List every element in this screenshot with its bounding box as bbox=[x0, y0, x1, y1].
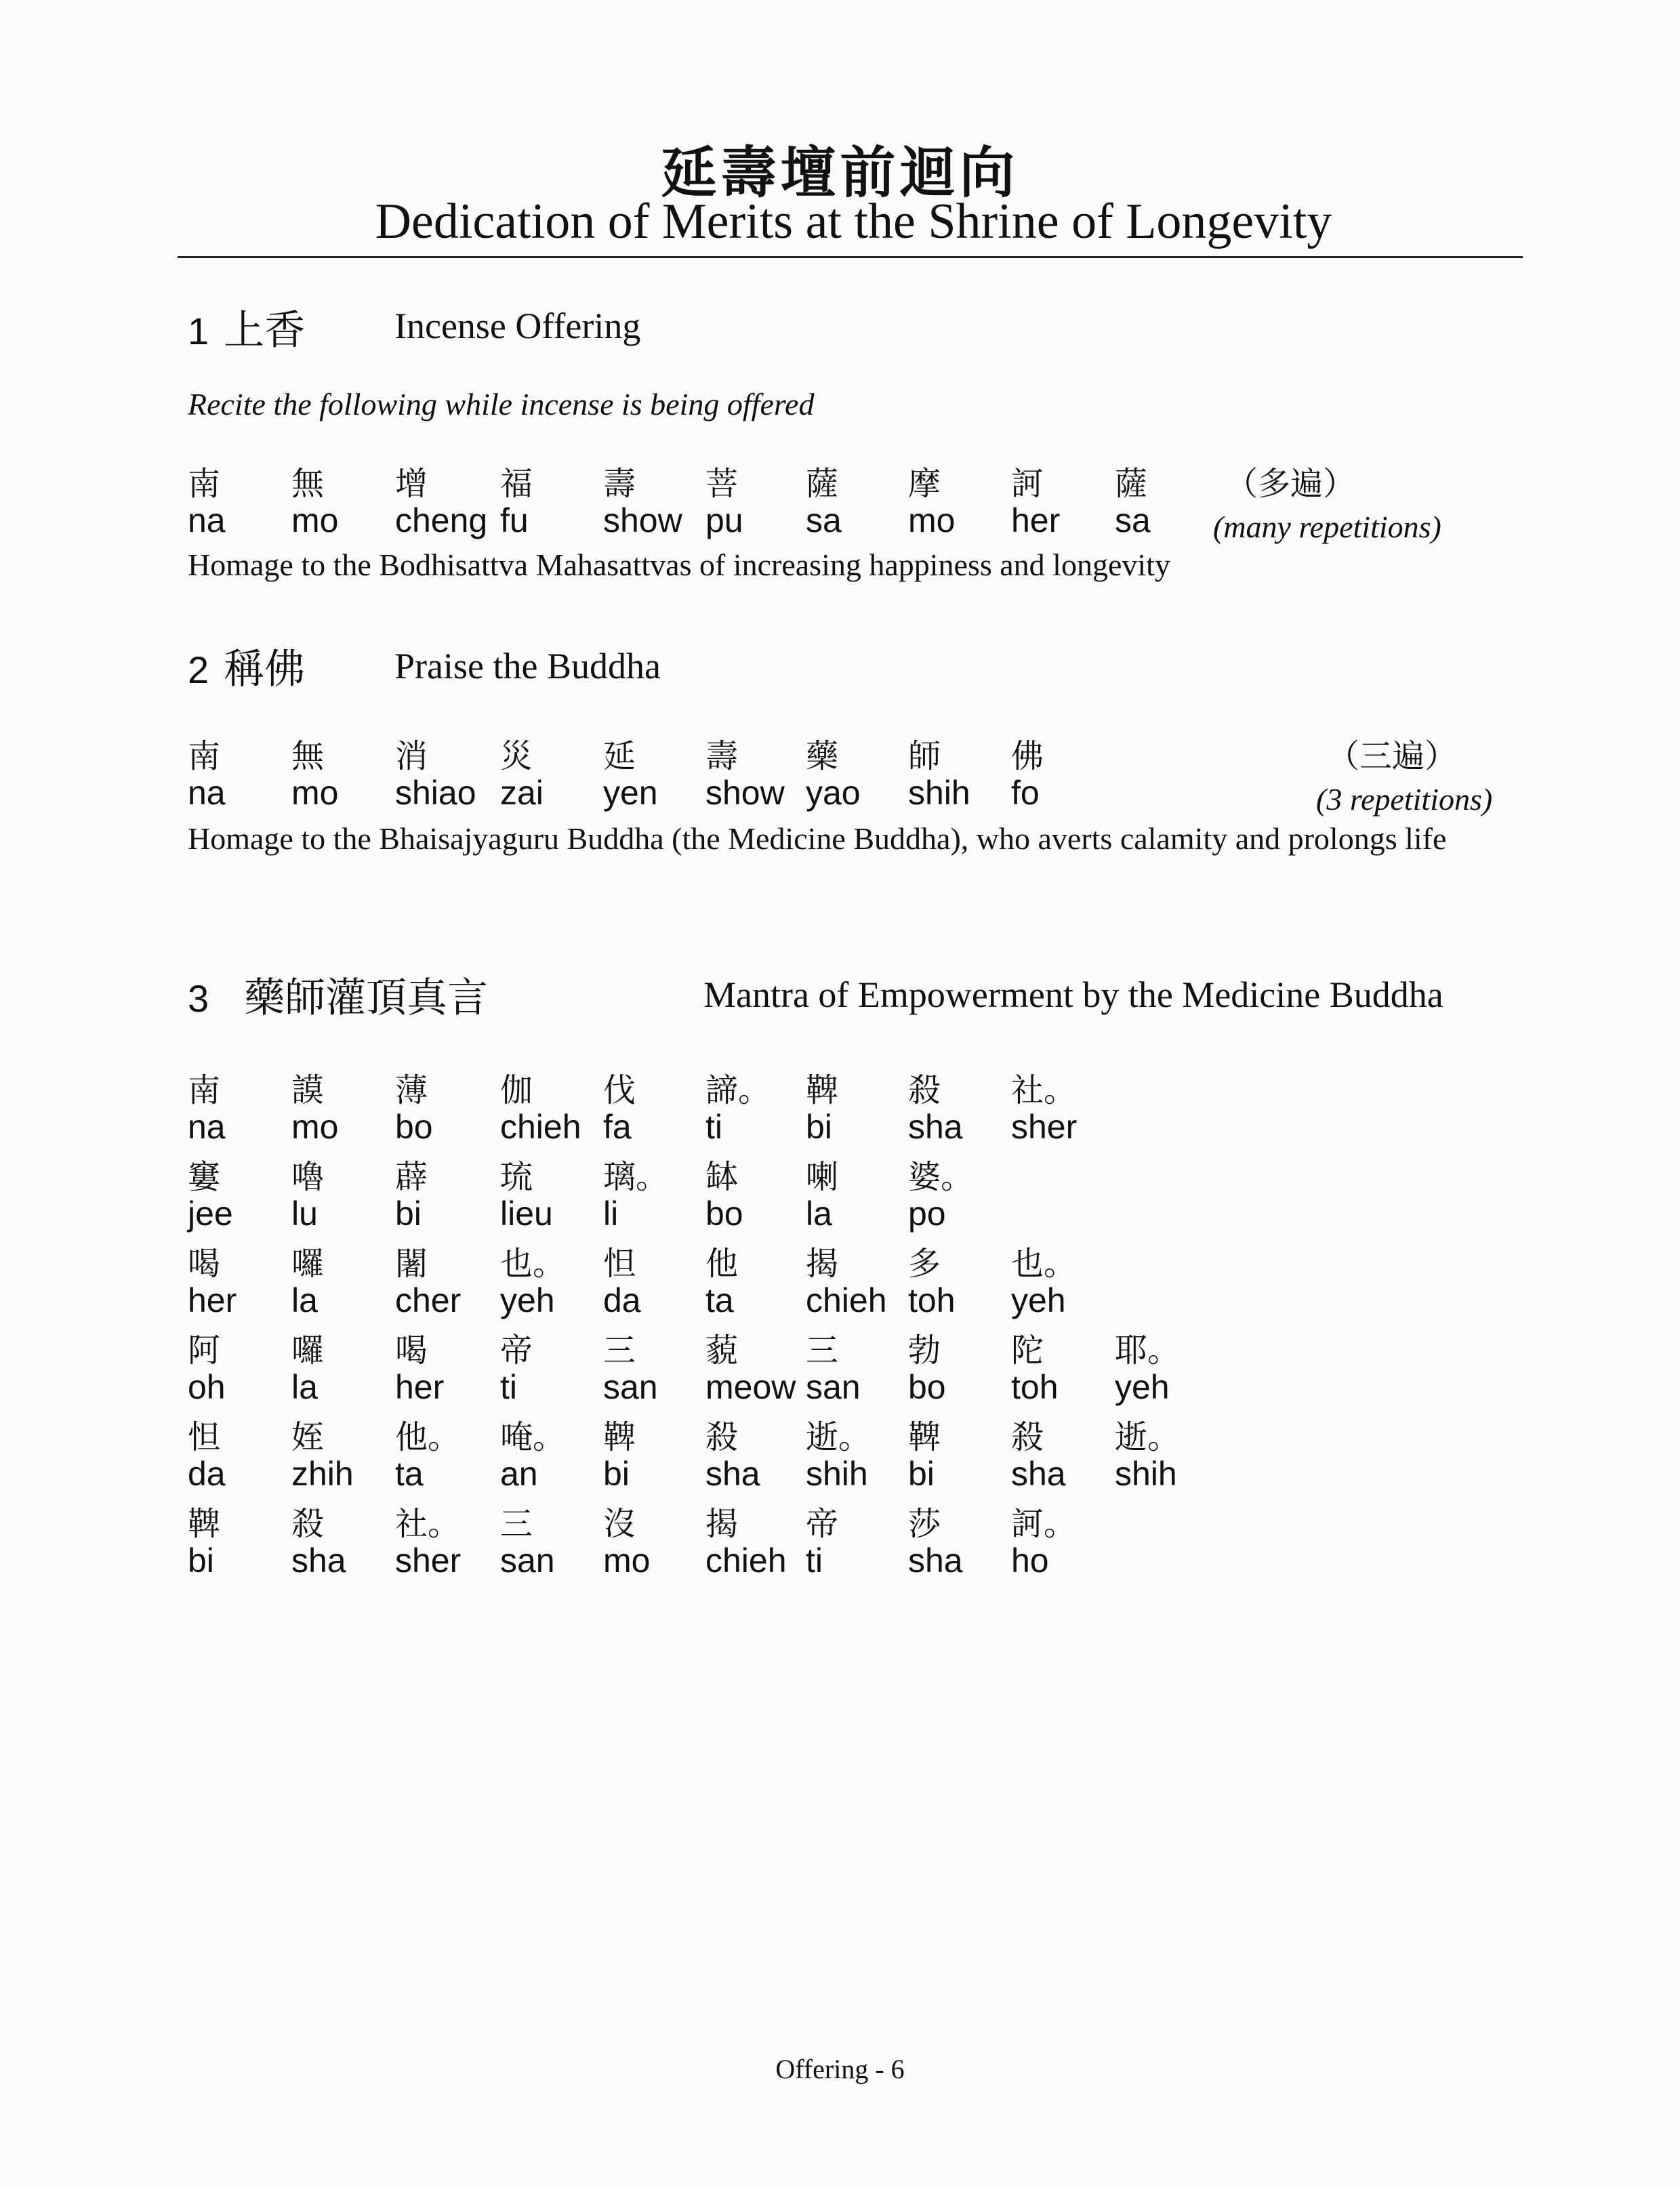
mantra-character: 嚕 bbox=[291, 1158, 325, 1196]
mantra-character: 鞞 bbox=[188, 1505, 221, 1543]
chant-character: 福 bbox=[500, 465, 533, 503]
mantra-pinyin: fa bbox=[603, 1108, 632, 1146]
mantra-character: 社。 bbox=[395, 1505, 461, 1543]
mantra-pinyin: bi bbox=[806, 1108, 832, 1146]
chant-character: 增 bbox=[395, 465, 428, 503]
chant-character: 無 bbox=[291, 465, 325, 503]
chant-pinyin: her bbox=[1011, 501, 1061, 539]
mantra-pinyin: li bbox=[603, 1195, 619, 1233]
mantra-pinyin: lu bbox=[291, 1195, 318, 1233]
mantra-character: 訶。 bbox=[1011, 1505, 1077, 1543]
mantra-pinyin: her bbox=[395, 1368, 445, 1406]
mantra-pinyin: chieh bbox=[806, 1281, 887, 1319]
mantra-pinyin: ti bbox=[705, 1108, 722, 1146]
mantra-pinyin: san bbox=[806, 1368, 861, 1406]
section-3-title-chinese: 藥師灌頂真言 bbox=[244, 974, 489, 1022]
mantra-pinyin: chieh bbox=[500, 1108, 581, 1146]
mantra-pinyin: yeh bbox=[1011, 1281, 1066, 1319]
mantra-character: 囉 bbox=[291, 1332, 325, 1369]
mantra-character: 闍 bbox=[395, 1245, 428, 1283]
mantra-pinyin: san bbox=[603, 1368, 658, 1406]
chant-pinyin: shih bbox=[908, 774, 970, 812]
mantra-character: 諦。 bbox=[705, 1071, 771, 1109]
mantra-character: 喝 bbox=[395, 1332, 428, 1369]
mantra-character: 殺 bbox=[291, 1505, 325, 1543]
mantra-character: 謨 bbox=[291, 1071, 325, 1109]
chant-character: 南 bbox=[188, 737, 221, 775]
mantra-character: 婆。 bbox=[908, 1158, 974, 1196]
mantra-character: 三 bbox=[806, 1332, 839, 1369]
mantra-character: 鞞 bbox=[603, 1418, 636, 1456]
mantra-character: 殺 bbox=[705, 1418, 739, 1456]
chant-character: 壽 bbox=[603, 465, 636, 503]
section-3-heading bbox=[188, 966, 488, 1024]
title-divider bbox=[178, 256, 1523, 258]
section-1-title-english: Incense Offering bbox=[394, 306, 641, 346]
chant-pinyin: fu bbox=[500, 501, 529, 539]
mantra-character: 囉 bbox=[291, 1245, 325, 1283]
chant-character: 延 bbox=[603, 737, 636, 775]
mantra-character: 也。 bbox=[1011, 1245, 1077, 1283]
mantra-pinyin: sher bbox=[395, 1542, 462, 1580]
section-1-number: 1 bbox=[188, 310, 209, 352]
section-1-translation: Homage to the Bodhisattva Mahasattvas of increasing happiness and longevity bbox=[188, 548, 1170, 582]
mantra-character: 鞞 bbox=[908, 1418, 941, 1456]
section-3-number: 3 bbox=[188, 977, 209, 1020]
chant-character: 摩 bbox=[908, 465, 941, 503]
mantra-pinyin: ta bbox=[705, 1281, 734, 1319]
mantra-character: 琉 bbox=[500, 1158, 533, 1196]
chant-character: 訶 bbox=[1011, 465, 1044, 503]
chant-pinyin: sa bbox=[1115, 501, 1151, 539]
mantra-character: 三 bbox=[500, 1505, 533, 1543]
chant-pinyin: yao bbox=[806, 774, 861, 812]
mantra-character: 喇 bbox=[806, 1158, 839, 1196]
chant-character: 薩 bbox=[1115, 465, 1148, 503]
page-title-chinese: 延壽壇前迴向 bbox=[661, 140, 1019, 205]
section-2-repeat-english: (3 repetitions) bbox=[1316, 782, 1493, 817]
mantra-pinyin: an bbox=[500, 1455, 538, 1493]
section-2-repeat-chinese: （三遍） bbox=[1327, 737, 1458, 775]
mantra-pinyin: po bbox=[908, 1195, 946, 1233]
mantra-character: 逝。 bbox=[1115, 1418, 1181, 1456]
mantra-pinyin: mo bbox=[603, 1542, 651, 1580]
section-2-number: 2 bbox=[188, 648, 209, 691]
mantra-character: 薄 bbox=[395, 1071, 428, 1109]
mantra-pinyin: sha bbox=[1011, 1455, 1066, 1493]
chant-pinyin: na bbox=[188, 774, 226, 812]
mantra-pinyin: ti bbox=[500, 1368, 517, 1406]
mantra-character: 帝 bbox=[500, 1332, 533, 1369]
mantra-character: 姪 bbox=[291, 1418, 325, 1456]
mantra-character: 揭 bbox=[705, 1505, 739, 1543]
mantra-character: 怛 bbox=[188, 1418, 221, 1456]
mantra-character: 伐 bbox=[603, 1071, 636, 1109]
mantra-character: 陀 bbox=[1011, 1332, 1044, 1369]
mantra-character: 璃。 bbox=[603, 1158, 669, 1196]
mantra-pinyin: cher bbox=[395, 1281, 462, 1319]
mantra-character: 怛 bbox=[603, 1245, 636, 1283]
chant-pinyin: shiao bbox=[395, 774, 476, 812]
mantra-character: 揭 bbox=[806, 1245, 839, 1283]
mantra-character: 他。 bbox=[395, 1418, 461, 1456]
chant-pinyin: na bbox=[188, 501, 226, 539]
mantra-pinyin: yeh bbox=[1115, 1368, 1170, 1406]
mantra-pinyin: chieh bbox=[705, 1542, 787, 1580]
mantra-character: 也。 bbox=[500, 1245, 566, 1283]
section-3-title-english: Mantra of Empowerment by the Medicine Buddha bbox=[703, 974, 1443, 1015]
section-1-instruction: Recite the following while incense is being offered bbox=[188, 387, 815, 421]
chant-character: 菩 bbox=[705, 465, 739, 503]
mantra-pinyin: la bbox=[291, 1368, 318, 1406]
mantra-pinyin: sha bbox=[908, 1108, 963, 1146]
chant-pinyin: pu bbox=[705, 501, 743, 539]
mantra-pinyin: la bbox=[291, 1281, 318, 1319]
chant-pinyin: cheng bbox=[395, 501, 488, 539]
chant-character: 無 bbox=[291, 737, 325, 775]
chant-pinyin: mo bbox=[291, 774, 339, 812]
mantra-pinyin: her bbox=[188, 1281, 237, 1319]
mantra-pinyin: mo bbox=[291, 1108, 339, 1146]
mantra-character: 多 bbox=[908, 1245, 941, 1283]
mantra-pinyin: jee bbox=[188, 1195, 233, 1233]
chant-pinyin: sa bbox=[806, 501, 842, 539]
mantra-character: 逝。 bbox=[806, 1418, 872, 1456]
mantra-pinyin: toh bbox=[1011, 1368, 1059, 1406]
mantra-pinyin: sha bbox=[291, 1542, 346, 1580]
mantra-character: 帝 bbox=[806, 1505, 839, 1543]
mantra-pinyin: meow bbox=[705, 1368, 796, 1406]
chant-pinyin: mo bbox=[908, 501, 956, 539]
chant-character: 消 bbox=[395, 737, 428, 775]
chant-character: 薩 bbox=[806, 465, 839, 503]
chant-pinyin: zai bbox=[500, 774, 544, 812]
mantra-character: 阿 bbox=[188, 1332, 221, 1369]
mantra-pinyin: yeh bbox=[500, 1281, 555, 1319]
mantra-character: 喝 bbox=[188, 1245, 221, 1283]
chant-character: 師 bbox=[908, 737, 941, 775]
mantra-character: 三 bbox=[603, 1332, 636, 1369]
mantra-character: 勃 bbox=[908, 1332, 941, 1369]
section-2-title-chinese: 稱佛 bbox=[224, 646, 306, 693]
chant-character: 壽 bbox=[705, 737, 739, 775]
chant-character: 南 bbox=[188, 465, 221, 503]
section-1-repeat-chinese: （多遍） bbox=[1225, 465, 1356, 503]
mantra-pinyin: na bbox=[188, 1108, 226, 1146]
mantra-pinyin: da bbox=[188, 1455, 226, 1493]
section-1-heading bbox=[188, 298, 305, 356]
chant-pinyin: show bbox=[603, 501, 682, 539]
mantra-character: 鞞 bbox=[806, 1071, 839, 1109]
mantra-pinyin: bo bbox=[395, 1108, 433, 1146]
chant-pinyin: show bbox=[705, 774, 785, 812]
mantra-pinyin: shih bbox=[1115, 1455, 1177, 1493]
mantra-pinyin: la bbox=[806, 1195, 832, 1233]
page-number: Offering - 6 bbox=[775, 2054, 905, 2084]
chant-character: 佛 bbox=[1011, 737, 1044, 775]
mantra-character: 窶 bbox=[188, 1158, 221, 1196]
mantra-character: 伽 bbox=[500, 1071, 533, 1109]
mantra-character: 沒 bbox=[603, 1505, 636, 1543]
mantra-pinyin: bi bbox=[188, 1542, 214, 1580]
section-2-translation: Homage to the Bhaisajyaguru Buddha (the Medicine Buddha), who averts calamity and prolongs life bbox=[188, 821, 1447, 856]
mantra-character: 唵。 bbox=[500, 1418, 566, 1456]
mantra-pinyin: bo bbox=[908, 1368, 946, 1406]
mantra-character: 莎 bbox=[908, 1505, 941, 1543]
mantra-character: 耶。 bbox=[1115, 1332, 1181, 1369]
chant-pinyin: yen bbox=[603, 774, 658, 812]
mantra-pinyin: ho bbox=[1011, 1542, 1049, 1580]
section-2-title-english: Praise the Buddha bbox=[394, 646, 661, 686]
mantra-pinyin: ti bbox=[806, 1542, 823, 1580]
mantra-pinyin: san bbox=[500, 1542, 555, 1580]
chant-pinyin: mo bbox=[291, 501, 339, 539]
mantra-pinyin: bi bbox=[395, 1195, 422, 1233]
section-1-repeat-english: (many repetitions) bbox=[1213, 510, 1441, 544]
mantra-pinyin: ta bbox=[395, 1455, 424, 1493]
mantra-character: 缽 bbox=[705, 1158, 739, 1196]
mantra-character: 社。 bbox=[1011, 1071, 1077, 1109]
mantra-pinyin: toh bbox=[908, 1281, 956, 1319]
mantra-pinyin: shih bbox=[806, 1455, 868, 1493]
section-1-title-chinese: 上香 bbox=[224, 307, 306, 354]
mantra-character: 薜 bbox=[395, 1158, 428, 1196]
mantra-pinyin: sha bbox=[705, 1455, 760, 1493]
mantra-character: 殺 bbox=[908, 1071, 941, 1109]
mantra-pinyin: bi bbox=[908, 1455, 935, 1493]
chant-character: 藥 bbox=[806, 737, 839, 775]
mantra-pinyin: sha bbox=[908, 1542, 963, 1580]
mantra-character: 藐 bbox=[705, 1332, 739, 1369]
mantra-pinyin: oh bbox=[188, 1368, 226, 1406]
mantra-pinyin: zhih bbox=[291, 1455, 354, 1493]
page-title-english: Dedication of Merits at the Shrine of Longevity bbox=[375, 194, 1332, 249]
mantra-character: 殺 bbox=[1011, 1418, 1044, 1456]
mantra-pinyin: sher bbox=[1011, 1108, 1078, 1146]
chant-pinyin: fo bbox=[1011, 774, 1040, 812]
mantra-pinyin: bi bbox=[603, 1455, 630, 1493]
mantra-pinyin: da bbox=[603, 1281, 641, 1319]
mantra-pinyin: lieu bbox=[500, 1195, 553, 1233]
mantra-pinyin: bo bbox=[705, 1195, 743, 1233]
chant-character: 災 bbox=[500, 737, 533, 775]
mantra-character: 他 bbox=[705, 1245, 739, 1283]
section-2-heading bbox=[188, 637, 305, 695]
mantra-character: 南 bbox=[188, 1071, 221, 1109]
